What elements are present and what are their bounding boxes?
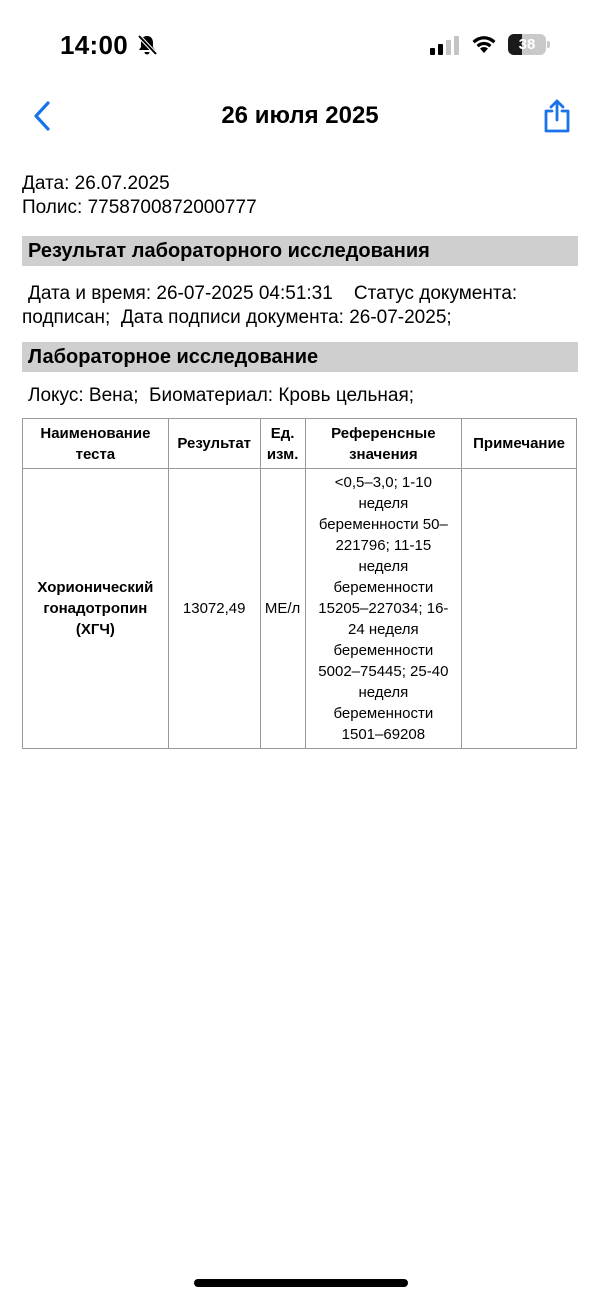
document-datetime-status: Дата и время: 26-07-2025 04:51:31 Статус документа: <box>28 283 518 304</box>
header-reference: Референсные значения <box>305 419 462 469</box>
cell-note <box>462 469 577 749</box>
header-test-name: Наименование теста <box>23 419 169 469</box>
cell-unit: МЕ/л <box>260 469 305 749</box>
document-body <box>22 172 578 749</box>
table-header-row <box>23 419 577 469</box>
header-result: Результат <box>168 419 260 469</box>
page-title: 26 июля 2025 <box>221 102 379 129</box>
cellular-signal-icon <box>430 35 460 55</box>
policy-number: Полис: 7758700872000777 <box>22 197 257 218</box>
wifi-icon <box>470 33 498 55</box>
results-table <box>22 418 577 749</box>
bell-slash-icon <box>136 34 158 56</box>
cell-result: 13072,49 <box>168 469 260 749</box>
locus-biomaterial: Локус: Вена; Биоматериал: Кровь цельная; <box>28 385 415 406</box>
share-icon <box>542 98 572 134</box>
section-header-lab-result: Результат лабораторного исследования <box>22 236 578 266</box>
share-button[interactable] <box>540 96 574 136</box>
battery-level: 38 <box>518 36 536 53</box>
home-indicator[interactable] <box>194 1279 408 1287</box>
status-time: 14:00 <box>60 30 128 60</box>
document-date: Дата: 26.07.2025 <box>22 173 170 194</box>
status-bar <box>0 0 600 90</box>
cell-test-name: Хорионический гонадотропин (ХГЧ) <box>23 469 169 749</box>
header-unit: Ед. изм. <box>260 419 305 469</box>
cell-reference: <0,5–3,0; 1-10 неделя беременности 50–221796; 11-15 неделя беременности 15205–227034; 16-24 неделя беременности 5002–75445; 25-40 неделя беременности 1501–69208 <box>305 469 462 749</box>
table-row <box>23 469 577 749</box>
battery-indicator <box>508 34 550 55</box>
section-header-lab-study: Лабораторное исследование <box>22 342 578 372</box>
navigation-bar <box>0 90 600 146</box>
document-signature-info: подписан; Дата подписи документа: 26-07-2025; <box>22 307 452 328</box>
header-note: Примечание <box>462 419 577 469</box>
